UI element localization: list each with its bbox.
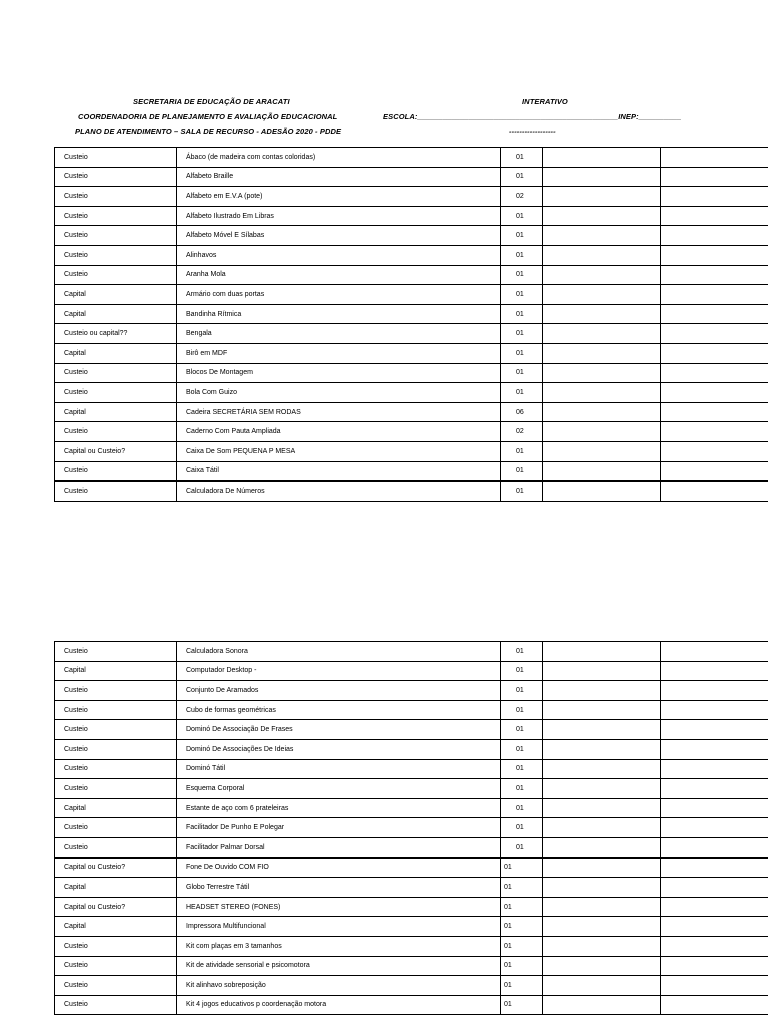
row-category: Custeio xyxy=(55,265,177,285)
row-category: Capital ou Custeio? xyxy=(55,858,177,878)
row-empty-cell xyxy=(543,324,661,344)
header-escola-inep: ESCOLA:_______________________________________________INEP:__________ xyxy=(383,112,682,121)
row-category: Custeio xyxy=(55,167,177,187)
row-quantity: 01 xyxy=(501,837,543,857)
table-row xyxy=(55,661,768,681)
row-category: Custeio xyxy=(55,720,177,740)
row-empty-cell xyxy=(543,383,661,403)
table-row xyxy=(55,167,768,187)
row-quantity: 01 xyxy=(501,681,543,701)
row-empty-cell xyxy=(543,402,661,422)
row-item: Facilitador Palmar Dorsal xyxy=(177,837,501,857)
row-empty-cell xyxy=(543,187,661,207)
row-empty-cell xyxy=(661,681,768,701)
row-item: Dominó Tátil xyxy=(177,759,501,779)
row-empty-cell xyxy=(661,995,768,1015)
items-table-1 xyxy=(54,147,768,502)
table-row xyxy=(55,148,768,168)
row-category: Custeio xyxy=(55,226,177,246)
row-category: Custeio xyxy=(55,363,177,383)
row-item: Esquema Corporal xyxy=(177,779,501,799)
header-coordenadoria: COORDENADORIA DE PLANEJAMENTO E AVALIAÇÃO EDUCACIONAL xyxy=(78,112,338,121)
row-category: Custeio xyxy=(55,779,177,799)
table-row xyxy=(55,285,768,305)
table-row xyxy=(55,720,768,740)
row-item: Alfabeto Móvel E Sílabas xyxy=(177,226,501,246)
row-category: Custeio xyxy=(55,206,177,226)
row-category: Custeio xyxy=(55,642,177,662)
row-item: Dominó De Associações De Ideias xyxy=(177,739,501,759)
row-empty-cell xyxy=(543,148,661,168)
row-item: Alinhavos xyxy=(177,245,501,265)
row-item: Cubo de formas geométricas xyxy=(177,700,501,720)
row-empty-cell xyxy=(543,837,661,857)
row-empty-cell xyxy=(661,363,768,383)
row-empty-cell xyxy=(543,363,661,383)
row-item: HEADSET STEREO (FONES) xyxy=(177,897,501,917)
row-empty-cell xyxy=(543,779,661,799)
row-item: Impressora Multifuncional xyxy=(177,917,501,937)
row-empty-cell xyxy=(661,343,768,363)
row-quantity: 01 xyxy=(501,878,543,898)
row-item: Kit 4 jogos educativos p coordenação motora xyxy=(177,995,501,1015)
row-quantity: 01 xyxy=(501,917,543,937)
row-empty-cell xyxy=(661,245,768,265)
row-empty-cell xyxy=(543,976,661,996)
row-empty-cell xyxy=(661,779,768,799)
row-quantity: 01 xyxy=(501,700,543,720)
row-category: Custeio xyxy=(55,461,177,481)
row-item: Cadeira SECRETÁRIA SEM RODAS xyxy=(177,402,501,422)
row-empty-cell xyxy=(661,167,768,187)
row-empty-cell xyxy=(661,265,768,285)
row-empty-cell xyxy=(543,461,661,481)
header-interativo: INTERATIVO xyxy=(522,97,568,106)
row-empty-cell xyxy=(661,642,768,662)
row-quantity: 01 xyxy=(501,383,543,403)
row-item: Armário com duas portas xyxy=(177,285,501,305)
row-item: Ábaco (de madeira com contas coloridas) xyxy=(177,148,501,168)
table-row xyxy=(55,779,768,799)
row-empty-cell xyxy=(661,700,768,720)
row-empty-cell xyxy=(543,936,661,956)
row-quantity: 01 xyxy=(501,265,543,285)
row-item: Estante de aço com 6 prateleiras xyxy=(177,798,501,818)
row-empty-cell xyxy=(661,897,768,917)
row-quantity: 01 xyxy=(501,642,543,662)
table-row xyxy=(55,265,768,285)
row-quantity: 06 xyxy=(501,402,543,422)
row-quantity: 01 xyxy=(501,226,543,246)
row-empty-cell xyxy=(661,739,768,759)
row-empty-cell xyxy=(661,481,768,501)
row-empty-cell xyxy=(661,798,768,818)
table-row xyxy=(55,700,768,720)
table-row xyxy=(55,187,768,207)
row-empty-cell xyxy=(543,661,661,681)
row-quantity: 01 xyxy=(501,324,543,344)
table-row xyxy=(55,304,768,324)
row-category: Custeio xyxy=(55,837,177,857)
row-category: Custeio xyxy=(55,759,177,779)
row-empty-cell xyxy=(543,285,661,305)
row-quantity: 01 xyxy=(501,779,543,799)
row-empty-cell xyxy=(543,304,661,324)
row-quantity: 01 xyxy=(501,936,543,956)
row-empty-cell xyxy=(543,798,661,818)
row-item: Alfabeto Braille xyxy=(177,167,501,187)
table-row xyxy=(55,461,768,481)
row-empty-cell xyxy=(661,878,768,898)
table-row xyxy=(55,739,768,759)
row-item: Fone De Ouvido COM FIO xyxy=(177,858,501,878)
table-row xyxy=(55,878,768,898)
row-item: Calculadora De Números xyxy=(177,481,501,501)
row-category: Custeio xyxy=(55,936,177,956)
row-empty-cell xyxy=(661,226,768,246)
row-category: Custeio xyxy=(55,956,177,976)
row-item: Facilitador De Punho E Polegar xyxy=(177,818,501,838)
row-category: Custeio xyxy=(55,383,177,403)
row-category: Capital ou Custeio? xyxy=(55,441,177,461)
row-category: Capital xyxy=(55,661,177,681)
table-row xyxy=(55,995,768,1015)
row-item: Conjunto De Aramados xyxy=(177,681,501,701)
header-plano: PLANO DE ATENDIMENTO – SALA DE RECURSO - ADESÃO 2020 - PDDE xyxy=(75,127,342,136)
row-item: Kit alinhavo sobreposição xyxy=(177,976,501,996)
row-category: Capital xyxy=(55,285,177,305)
table-row xyxy=(55,936,768,956)
row-empty-cell xyxy=(661,956,768,976)
row-empty-cell xyxy=(543,818,661,838)
row-category: Custeio xyxy=(55,148,177,168)
row-item: Globo Terrestre Tátil xyxy=(177,878,501,898)
row-empty-cell xyxy=(543,265,661,285)
row-quantity: 01 xyxy=(501,995,543,1015)
row-empty-cell xyxy=(661,285,768,305)
table-row xyxy=(55,858,768,878)
row-item: Bengala xyxy=(177,324,501,344)
row-quantity: 01 xyxy=(501,206,543,226)
row-quantity: 01 xyxy=(501,759,543,779)
row-item: Caderno Com Pauta Ampliada xyxy=(177,422,501,442)
row-category: Custeio xyxy=(55,995,177,1015)
table-row xyxy=(55,324,768,344)
row-quantity: 01 xyxy=(501,956,543,976)
row-quantity: 01 xyxy=(501,858,543,878)
row-category: Capital xyxy=(55,343,177,363)
row-item: Birô em MDF xyxy=(177,343,501,363)
row-empty-cell xyxy=(543,481,661,501)
table-row xyxy=(55,206,768,226)
row-quantity: 01 xyxy=(501,363,543,383)
row-quantity: 01 xyxy=(501,481,543,501)
row-empty-cell xyxy=(661,936,768,956)
row-empty-cell xyxy=(661,837,768,857)
row-quantity: 01 xyxy=(501,818,543,838)
row-item: Calculadora Sonora xyxy=(177,642,501,662)
row-empty-cell xyxy=(661,441,768,461)
row-empty-cell xyxy=(543,956,661,976)
table-row xyxy=(55,798,768,818)
row-empty-cell xyxy=(543,226,661,246)
row-quantity: 01 xyxy=(501,167,543,187)
row-empty-cell xyxy=(543,206,661,226)
row-empty-cell xyxy=(543,917,661,937)
table-row xyxy=(55,642,768,662)
table-row xyxy=(55,837,768,857)
row-empty-cell xyxy=(661,383,768,403)
row-empty-cell xyxy=(543,759,661,779)
row-empty-cell xyxy=(661,720,768,740)
row-item: Aranha Mola xyxy=(177,265,501,285)
row-category: Custeio xyxy=(55,245,177,265)
row-category: Custeio xyxy=(55,976,177,996)
row-empty-cell xyxy=(661,402,768,422)
row-quantity: 01 xyxy=(501,304,543,324)
row-quantity: 01 xyxy=(501,148,543,168)
row-item: Kit com plaças em 3 tamanhos xyxy=(177,936,501,956)
row-empty-cell xyxy=(661,818,768,838)
table-row xyxy=(55,976,768,996)
row-empty-cell xyxy=(661,206,768,226)
row-item: Bandinha Rítmica xyxy=(177,304,501,324)
row-empty-cell xyxy=(661,917,768,937)
row-item: Dominó De Associação De Frases xyxy=(177,720,501,740)
row-category: Capital xyxy=(55,304,177,324)
row-quantity: 01 xyxy=(501,245,543,265)
row-empty-cell xyxy=(543,858,661,878)
table-row xyxy=(55,917,768,937)
table-row xyxy=(55,681,768,701)
row-category: Capital xyxy=(55,798,177,818)
row-item: Bola Com Guizo xyxy=(177,383,501,403)
header-secretaria: SECRETARIA DE EDUCAÇÃO DE ARACATI xyxy=(133,97,290,106)
row-empty-cell xyxy=(661,858,768,878)
row-quantity: 01 xyxy=(501,461,543,481)
row-quantity: 01 xyxy=(501,720,543,740)
table-row xyxy=(55,481,768,501)
row-empty-cell xyxy=(543,878,661,898)
table-row xyxy=(55,422,768,442)
table-row xyxy=(55,441,768,461)
row-item: Kit de atividade sensorial e psicomotora xyxy=(177,956,501,976)
row-empty-cell xyxy=(543,681,661,701)
row-empty-cell xyxy=(661,148,768,168)
row-category: Capital xyxy=(55,402,177,422)
row-item: Caixa De Som PEQUENA P MESA xyxy=(177,441,501,461)
table-row xyxy=(55,956,768,976)
row-quantity: 01 xyxy=(501,285,543,305)
table-row xyxy=(55,383,768,403)
row-category: Capital ou Custeio? xyxy=(55,897,177,917)
row-empty-cell xyxy=(661,304,768,324)
row-item: Caixa Tátil xyxy=(177,461,501,481)
row-category: Custeio xyxy=(55,739,177,759)
row-empty-cell xyxy=(543,995,661,1015)
row-empty-cell xyxy=(543,167,661,187)
row-item: Alfabeto em E.V.A (pote) xyxy=(177,187,501,207)
row-empty-cell xyxy=(543,422,661,442)
row-empty-cell xyxy=(543,739,661,759)
row-quantity: 01 xyxy=(501,976,543,996)
row-category: Custeio xyxy=(55,818,177,838)
row-empty-cell xyxy=(661,976,768,996)
row-empty-cell xyxy=(661,661,768,681)
row-category: Custeio xyxy=(55,422,177,442)
table-row xyxy=(55,759,768,779)
row-quantity: 01 xyxy=(501,661,543,681)
row-quantity: 01 xyxy=(501,343,543,363)
row-empty-cell xyxy=(661,187,768,207)
row-item: Computador Desktop - xyxy=(177,661,501,681)
row-quantity: 01 xyxy=(501,798,543,818)
row-empty-cell xyxy=(543,897,661,917)
row-empty-cell xyxy=(543,245,661,265)
row-quantity: 02 xyxy=(501,187,543,207)
row-category: Capital xyxy=(55,878,177,898)
table-row xyxy=(55,245,768,265)
row-empty-cell xyxy=(661,759,768,779)
items-table-2 xyxy=(54,641,768,1015)
table-row xyxy=(55,897,768,917)
row-quantity: 01 xyxy=(501,441,543,461)
row-quantity: 01 xyxy=(501,897,543,917)
row-item: Alfabeto Ilustrado Em Libras xyxy=(177,206,501,226)
row-category: Custeio xyxy=(55,700,177,720)
row-category: Custeio xyxy=(55,481,177,501)
row-empty-cell xyxy=(543,642,661,662)
row-item: Blocos De Montagem xyxy=(177,363,501,383)
row-empty-cell xyxy=(661,422,768,442)
table-row xyxy=(55,226,768,246)
row-empty-cell xyxy=(543,441,661,461)
row-category: Capital xyxy=(55,917,177,937)
row-quantity: 01 xyxy=(501,739,543,759)
row-empty-cell xyxy=(661,461,768,481)
table-row xyxy=(55,402,768,422)
row-category: Custeio xyxy=(55,187,177,207)
row-empty-cell xyxy=(543,700,661,720)
table-row xyxy=(55,818,768,838)
table-row xyxy=(55,343,768,363)
row-quantity: 02 xyxy=(501,422,543,442)
table-row xyxy=(55,363,768,383)
row-empty-cell xyxy=(543,343,661,363)
row-empty-cell xyxy=(543,720,661,740)
row-category: Custeio xyxy=(55,681,177,701)
row-empty-cell xyxy=(661,324,768,344)
header-dashes: ------------------ xyxy=(509,127,556,136)
row-category: Custeio ou capital?? xyxy=(55,324,177,344)
